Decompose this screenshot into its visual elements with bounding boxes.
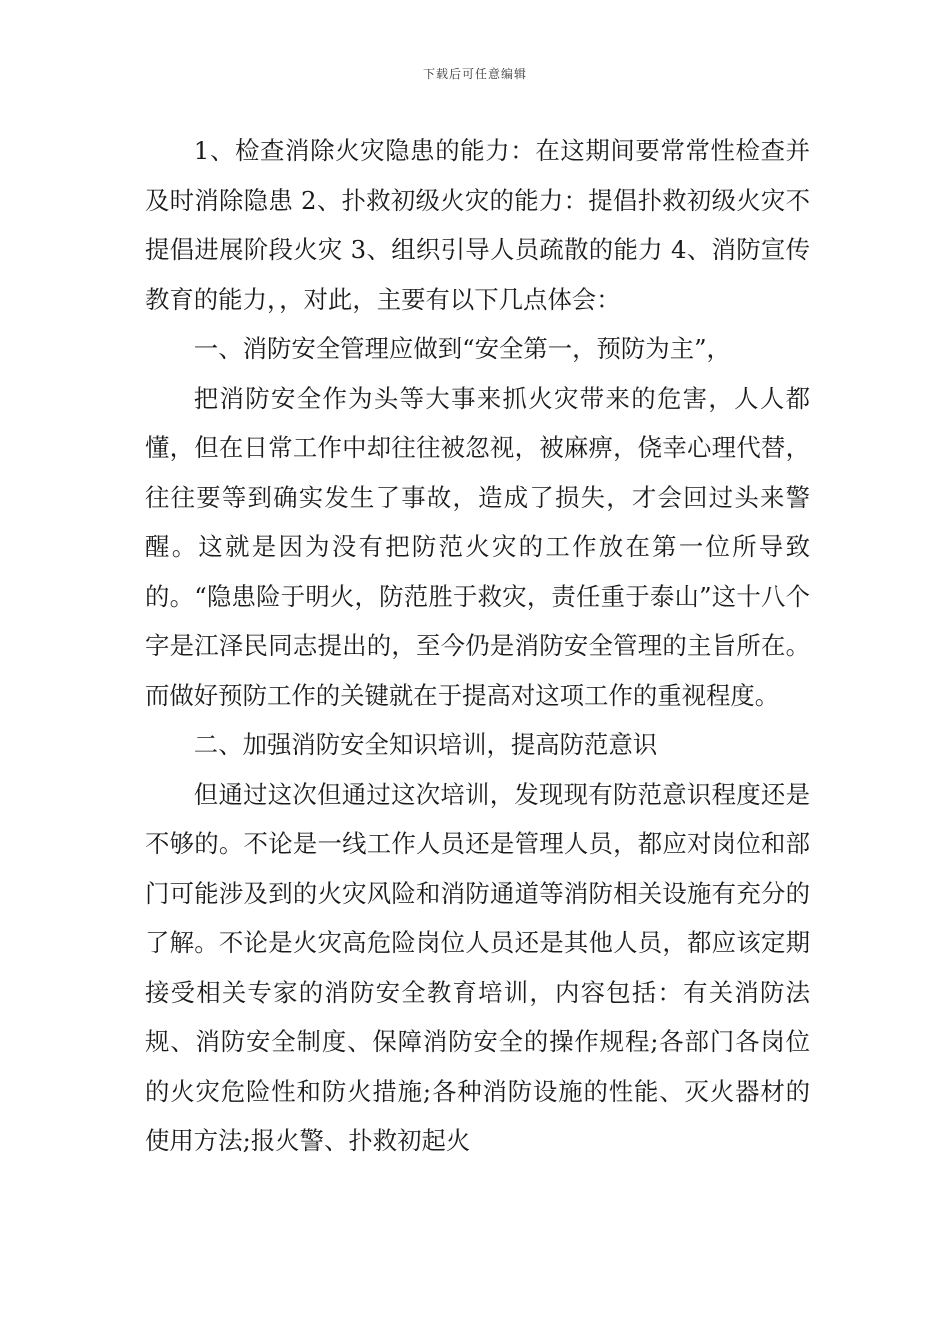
paragraph-safety-first: 把消防安全作为头等大事来抓火灾带来的危害，人人都懂，但在日常工作中却往往被忽视，被麻痹，侥幸心理代替，往往要等到确实发生了事故，造成了损失，才会回过头来警醒。这就是因为没有把防范火灾的工作放在第一位所导致的。“隐患险于明火，防范胜于救灾，责任重于泰山”这十八个字是江泽民同志提出的，至今仍是消防安全管理的主旨所在。而做好预防工作的关键就在于提高对这项工作的重视程度。 xyxy=(145,383,810,710)
page-header: 下载后可任意编辑 xyxy=(422,67,527,81)
section-heading-1: 一、消防安全管理应做到“安全第一，预防为主”， xyxy=(193,334,731,363)
section-heading-2: 二、加强消防安全知识培训，提高防范意识 xyxy=(193,730,658,759)
paragraph-abilities: 1、检查消除火灾隐患的能力：在这期间要常常性检查并及时消除隐患 2、扑救初级火灾的能力：提倡扑救初级火灾不提倡进展阶段火灾 3、组织引导人员疏散的能力 4、消防宣传教育的能力，，对此，主要有以下几点体会： xyxy=(145,136,810,314)
paragraph-training: 但通过这次但通过这次培训，发现现有防范意识程度还是不够的。不论是一线工作人员还是管理人员，都应对岗位和部门可能涉及到的火灾风险和消防通道等消防相关设施有充分的了解。不论是火灾高危险岗位人员还是其他人员，都应该定期接受相关专家的消防安全教育培训，内容包括：有关消防法规、消防安全制度、保障消防安全的操作规程;各部门各岗位的火灾危险性和防火措施;各种消防设施的性能、灭火器材的使用方法;报火警、扑救初起火 xyxy=(145,779,810,1155)
document-body xyxy=(145,126,810,1166)
